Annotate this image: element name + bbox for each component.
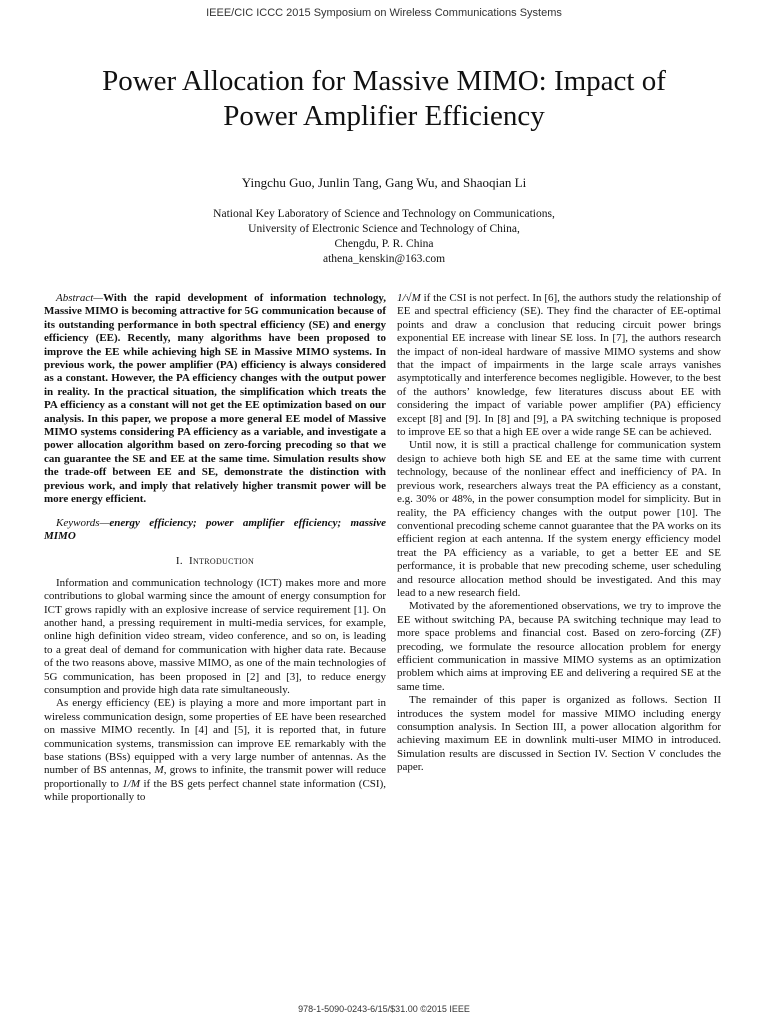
author-email: athena_kenskin@163.com xyxy=(322,253,446,265)
keywords-text: energy efficiency; power amplifier efficiency; massive MIMO xyxy=(44,516,386,542)
affiliation-block xyxy=(0,207,768,267)
keywords xyxy=(44,517,386,544)
copyright-footer: 978-1-5090-0243-6/15/$31.00 ©2015 IEEE xyxy=(298,1004,470,1014)
math-var-m: M xyxy=(154,764,164,777)
keywords-lead: Keywords— xyxy=(56,516,110,529)
section-title: Introduction xyxy=(189,555,255,568)
intro-paragraph-2 xyxy=(44,697,386,804)
paper-title xyxy=(40,64,728,134)
math-frac-1-over-sqrt-m: 1/√M xyxy=(397,292,421,304)
intro-paragraph-2-continued xyxy=(397,292,721,439)
title-line-2: Power Amplifier Efficiency xyxy=(223,100,545,132)
abstract xyxy=(44,292,386,507)
conference-header: IEEE/CIC ICCC 2015 Symposium on Wireless Communications Systems xyxy=(206,7,562,19)
affiliation-line-3: Chengdu, P. R. China xyxy=(334,238,434,250)
math-frac-1-over-m: 1/M xyxy=(122,777,141,790)
intro-paragraph-2-part-c: if the BS gets perfect channel state information (CSI), while proportionally to xyxy=(44,777,386,804)
section-number: I. xyxy=(175,555,183,568)
intro-paragraph-4: Motivated by the aforementioned observations, we try to improve the EE without switching PA, because PA switching technique may lead to more space problems and financial cost. Based on zero-forcing (ZF) precoding, we formulate the resource allocation problem for energy efficient communication in massive MIMO systems as an optimization problem which aims at improving EE and delivering a required SE at the same time. xyxy=(397,600,721,693)
intro-paragraph-1: Information and communication technology (ICT) makes more and more contributions to global warming since the amount of energy consumption for ICT grows rapidly with an explosive increase of service requirement [1]. On another hand, a pressing requirement in multi-media services, for example, online high definition video stream, video conference, and so on, is leading to a great deal of demand for communication with higher data rate. Because of the two reasons above, massive MIMO, as one of the main technologies of 5G communication, has been proposed in [2] and [3], to reduce energy consumption and provide high data rate simultaneously. xyxy=(44,576,386,696)
affiliation-line-1: National Key Laboratory of Science and Technology on Communications, xyxy=(213,208,555,220)
affiliation-line-2: University of Electronic Science and Technology of China, xyxy=(248,223,520,235)
title-line-1: Power Allocation for Massive MIMO: Impact of xyxy=(102,65,666,97)
section-heading-introduction xyxy=(44,555,386,568)
intro-paragraph-2-part-a: As energy efficiency (EE) is playing a more and more important part in wireless communication design, some properties of EE have been researched on massive MIMO recently. In [4] and [5], it is reported that, in future communication systems, transmission can improve EE remarkably with the base stations (BSs) equipped with a very large number of antennas. As the number of BS antennas, xyxy=(44,697,386,777)
abstract-lead: Abstract— xyxy=(56,292,104,304)
author-list: Yingchu Guo, Junlin Tang, Gang Wu, and Shaoqian Li xyxy=(241,175,527,190)
intro-paragraph-5: The remainder of this paper is organized as follows. Section II introduces the system model for massive MIMO including energy consumption analysis. In Section III, a power allocation algorithm for achieving maximum EE in downlink multi-user MIMO in introduced. Simulation results are discussed in Section IV. Section V concludes the paper. xyxy=(397,694,721,774)
intro-paragraph-2-continued-text: if the CSI is not perfect. In [6], the authors study the relationship of EE and spectral efficiency (SE). They find the character of EE-optimal points and draw a conclusion that reducing circuit power brings exponential EE increase with linear SE loss. In [7], the authors research the impact of non-ideal hardware of massive MIMO systems and show that the impact of impairments in the large scale arrays vanishes asymptotically and interference becomes negligible. However, to the best of the authors’ knowledge, few literatures discuss about EE with considering the impact of variable power amplifier (PA) efficiency except [8] and [9]. In [8] and [9], a PA switching technique is proposed to improve EE so that a high EE over a wide range SE can be achieved. xyxy=(397,292,721,439)
abstract-text: With the rapid development of information technology, Massive MIMO is becoming attractive for 5G communication because of its outstanding performance in both spectral efficiency (SE) and energy efficiency (EE). Recently, many algorithms have been proposed to improve the EE while achieving high SE in Massive MIMO systems. In previous work, the power amplifier (PA) efficiency is always considered as a constant. However, the PA efficiency changes with the output power in reality. In the practical situation, the simplification which treats the PA efficiency as a constant will not get the EE optimization based on our analysis. In this paper, we propose a more general EE model of Massive MIMO systems considering PA efficiency as a variable, and investigate a power allocation algorithm based on zero-forcing precoding so that we can guarantee the SE and EE at the same time. Simulation results show the trade-off between EE and SE, demonstrate the distinction with previous work, and imply that relatively higher transmit power will be more energy efficient. xyxy=(44,292,386,506)
intro-paragraph-3: Until now, it is still a practical challenge for communication system design to achieve both high SE and EE at the same time with current technology, because of the nonlinear effect and inefficiency of PA. In previous work, researchers always treat the PA efficiency as a constant, e.g. 30% or 48%, in the power consumption model for simplicity. But in reality, the PA efficiency changes with the output power [10]. The conventional precoding scheme cannot guarantee that the PA works on its efficient region at each antenna. If the system energy efficiency model treat the PA efficiency as a variable, to get a better EE and SE performance, it is probable that new precoding scheme, user scheduling and resource allocation method should be investigated. And this may lead to a new research field. xyxy=(397,439,722,599)
left-column xyxy=(44,292,386,805)
right-column xyxy=(397,292,721,775)
intro-paragraph-2-part-b: , grows to infinite, the transmit power will reduce proportionally to xyxy=(44,764,387,790)
